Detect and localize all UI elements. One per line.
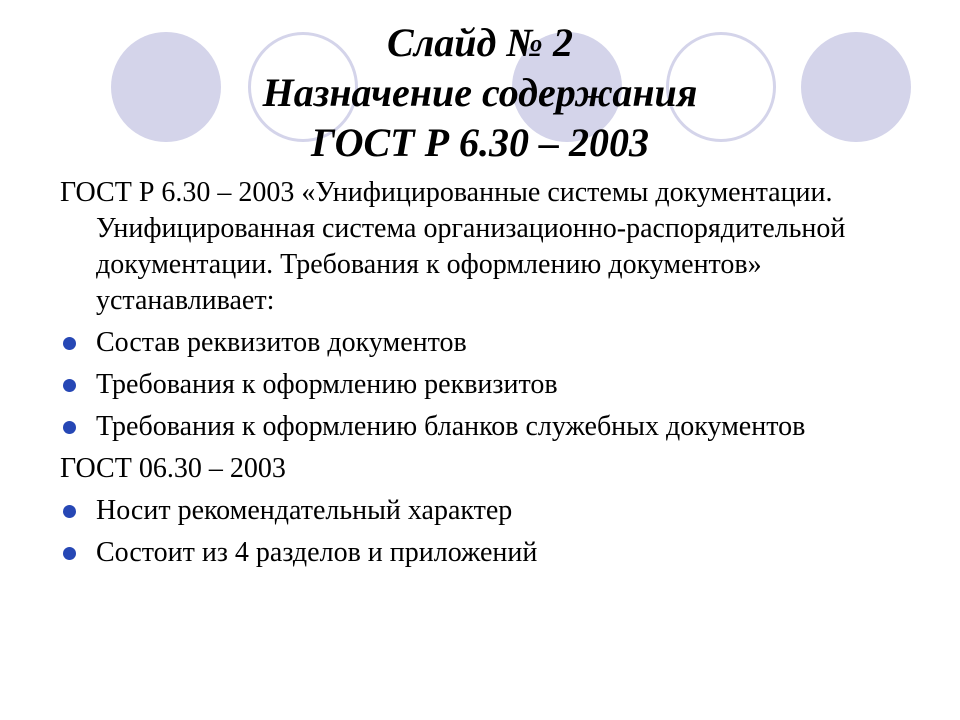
- title-line-1: Слайд № 2: [387, 20, 573, 65]
- bullet-item: [60, 493, 910, 529]
- bullet-item: [60, 367, 910, 403]
- bullet-dot-icon: [63, 379, 76, 392]
- bullet-item: [60, 535, 910, 571]
- title-line-2: Назначение содержания: [262, 70, 698, 115]
- standard-paragraph: ГОСТ 06.30 – 2003: [60, 453, 286, 484]
- bullet-item: [60, 409, 910, 445]
- bullet-text: Состав реквизитов документов: [96, 327, 467, 358]
- bullet-dot-icon: [63, 421, 76, 434]
- bullet-dot-icon: [63, 505, 76, 518]
- bullet-text: Состоит из 4 разделов и приложений: [96, 537, 538, 568]
- bullet-text: Требования к оформлению реквизитов: [96, 369, 558, 400]
- bullet-dot-icon: [63, 337, 76, 350]
- bullet-text: Требования к оформлению бланков служебных документов: [96, 411, 806, 442]
- bullet-text: Носит рекомендательный характер: [96, 495, 513, 526]
- slide-content: [60, 175, 910, 577]
- bullet-dot-icon: [63, 547, 76, 560]
- title-line-3: ГОСТ Р 6.30 – 2003: [310, 120, 650, 165]
- slide-title: [100, 18, 860, 168]
- bullet-item: [60, 325, 910, 361]
- intro-paragraph: ГОСТ Р 6.30 – 2003 «Унифицированные системы документации. Унифицированная система организационно-распорядительной документации. Требования к оформлению документов» устанавливает:: [60, 177, 846, 316]
